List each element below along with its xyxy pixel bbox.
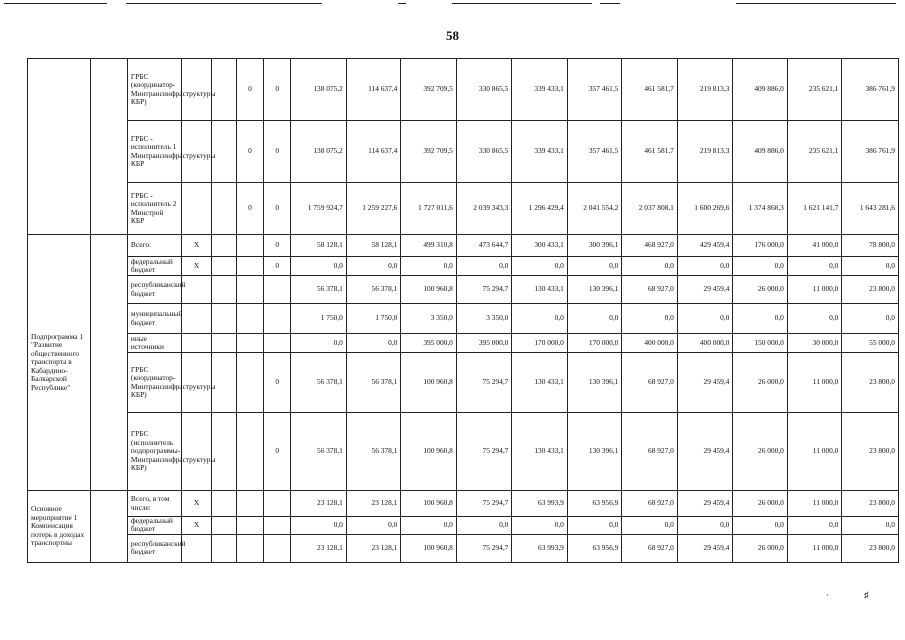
value-cell: 63 993,9 [512, 534, 568, 562]
value-cell: 2 041 554,2 [567, 183, 622, 235]
value-cell: 63 956,9 [567, 534, 622, 562]
blank-cell [211, 491, 236, 517]
responsible-cell: федеральный бюджет [127, 517, 182, 535]
value-cell: 75 294,7 [456, 353, 512, 413]
value-cell: 23 128,1 [291, 491, 347, 517]
table-row [28, 413, 899, 491]
marker-cell [182, 334, 211, 353]
code-cell: 0 [236, 121, 263, 183]
value-cell: 75 294,7 [456, 534, 512, 562]
value-cell: 0,0 [622, 257, 678, 276]
marker-cell [182, 304, 211, 334]
header-rule [398, 3, 406, 4]
marker-cell [182, 413, 211, 491]
value-cell: 130 396,1 [567, 276, 622, 304]
value-cell: 130 396,1 [567, 413, 622, 491]
value-cell: 23 128,1 [346, 534, 401, 562]
value-cell: 357 461,5 [567, 59, 622, 121]
value-cell: 235 621,1 [787, 59, 842, 121]
value-cell: 0,0 [291, 334, 347, 353]
code-cell: 0 [264, 413, 291, 491]
code-cell [264, 304, 291, 334]
table-row [28, 517, 899, 535]
value-cell: 150 000,0 [733, 334, 788, 353]
value-cell: 23 800,0 [842, 491, 899, 517]
value-cell: 68 927,0 [622, 534, 678, 562]
value-cell: 0,0 [733, 304, 788, 334]
value-cell: 23 128,1 [346, 491, 401, 517]
blank-cell [211, 257, 236, 276]
value-cell: 68 927,0 [622, 353, 678, 413]
code-cell: 0 [264, 183, 291, 235]
marker-cell: X [182, 257, 211, 276]
responsible-cell: ГРБС (координатор-Минтрансинфраструктуры КБР) [127, 59, 182, 121]
value-cell: 11 000,0 [787, 491, 842, 517]
header-rule [4, 3, 107, 4]
blank-cell [211, 276, 236, 304]
value-cell: 75 294,7 [456, 491, 512, 517]
code-cell: 0 [236, 59, 263, 121]
value-cell: 395 000,0 [401, 334, 457, 353]
responsible-cell: Всего: [127, 235, 182, 257]
responsible-cell: республиканский бюджет [127, 534, 182, 562]
value-cell: 56 378,1 [346, 413, 401, 491]
value-cell: 130 433,1 [512, 353, 568, 413]
value-cell: 1 296 429,4 [512, 183, 568, 235]
value-cell: 170 000,0 [512, 334, 568, 353]
value-cell: 23 128,1 [291, 534, 347, 562]
code-cell [264, 491, 291, 517]
value-cell: 26 000,0 [733, 491, 788, 517]
value-cell: 0,0 [346, 517, 401, 535]
value-cell: 392 709,5 [401, 121, 457, 183]
value-cell: 300 433,1 [512, 235, 568, 257]
table-row [28, 257, 899, 276]
value-cell: 386 761,9 [842, 121, 899, 183]
value-cell: 100 960,8 [401, 534, 457, 562]
value-cell: 409 886,0 [733, 121, 788, 183]
value-cell: 68 927,0 [622, 413, 678, 491]
code-cell [236, 534, 263, 562]
value-cell: 429 459,4 [677, 235, 733, 257]
code-cell [236, 235, 263, 257]
code-cell [236, 257, 263, 276]
value-cell: 0,0 [842, 257, 899, 276]
value-cell: 339 433,1 [512, 121, 568, 183]
value-cell: 75 294,7 [456, 276, 512, 304]
footer-mark: · [826, 590, 829, 600]
code-cell [236, 353, 263, 413]
value-cell: 1 621 141,7 [787, 183, 842, 235]
value-cell: 0,0 [842, 304, 899, 334]
value-cell: 0,0 [567, 304, 622, 334]
value-cell: 0,0 [787, 257, 842, 276]
value-cell: 1 259 227,6 [346, 183, 401, 235]
responsible-cell: ГРБС (координатор-Минтрансинфраструктуры КБР) [127, 353, 182, 413]
blank-cell [211, 517, 236, 535]
value-cell: 357 461,5 [567, 121, 622, 183]
value-cell: 63 956,9 [567, 491, 622, 517]
code-cell [236, 491, 263, 517]
value-cell: 1 643 281,6 [842, 183, 899, 235]
value-cell: 23 800,0 [842, 276, 899, 304]
header-rule [452, 3, 592, 4]
code-cell: 0 [264, 353, 291, 413]
value-cell: 11 000,0 [787, 353, 842, 413]
value-cell: 0,0 [677, 257, 733, 276]
table-row [28, 59, 899, 121]
value-cell: 0,0 [346, 334, 401, 353]
value-cell: 473 644,7 [456, 235, 512, 257]
budget-table [27, 58, 899, 563]
value-cell: 11 000,0 [787, 276, 842, 304]
value-cell: 100 960,8 [401, 353, 457, 413]
value-cell: 29 459,4 [677, 276, 733, 304]
value-cell: 138 075,2 [291, 121, 347, 183]
value-cell: 138 075,2 [291, 59, 347, 121]
value-cell: 499 310,8 [401, 235, 457, 257]
program-label-cell: Основное мероприятие 1 Компенсация потерь в доходах транспортны [28, 491, 91, 563]
value-cell: 78 800,0 [842, 235, 899, 257]
value-cell: 114 637,4 [346, 121, 401, 183]
responsible-cell: муниципальный бюджет [127, 304, 182, 334]
footer-mark: ♯ [864, 590, 869, 600]
value-cell: 29 459,4 [677, 534, 733, 562]
value-cell: 176 000,0 [733, 235, 788, 257]
value-cell: 409 886,0 [733, 59, 788, 121]
value-cell: 130 433,1 [512, 276, 568, 304]
code-cell [264, 517, 291, 535]
value-cell: 11 000,0 [787, 413, 842, 491]
value-cell: 0,0 [291, 517, 347, 535]
value-cell: 30 000,0 [787, 334, 842, 353]
value-cell: 0,0 [787, 304, 842, 334]
marker-cell: X [182, 235, 211, 257]
code-cell: 0 [264, 59, 291, 121]
value-cell: 0,0 [787, 517, 842, 535]
value-cell: 68 927,0 [622, 276, 678, 304]
value-cell: 0,0 [622, 517, 678, 535]
value-cell: 339 433,1 [512, 59, 568, 121]
value-cell: 29 459,4 [677, 491, 733, 517]
value-cell: 1 600 269,6 [677, 183, 733, 235]
responsible-cell: иные источники [127, 334, 182, 353]
code-cell [236, 517, 263, 535]
responsible-cell: ГРБС (исполнитель подпрограммы-Минтрансинфраструктуры КБР) [127, 413, 182, 491]
value-cell: 3 350,0 [456, 304, 512, 334]
code-cell [236, 334, 263, 353]
value-cell: 26 000,0 [733, 413, 788, 491]
value-cell: 56 378,1 [346, 276, 401, 304]
value-cell: 0,0 [401, 257, 457, 276]
code-cell: 0 [264, 235, 291, 257]
value-cell: 26 000,0 [733, 534, 788, 562]
value-cell: 23 800,0 [842, 413, 899, 491]
blank-cell [211, 235, 236, 257]
value-cell: 219 813,3 [677, 59, 733, 121]
value-cell: 0,0 [677, 517, 733, 535]
value-cell: 100 960,8 [401, 491, 457, 517]
code-cell [236, 304, 263, 334]
blank-cell [211, 534, 236, 562]
code-cell [264, 534, 291, 562]
value-cell: 2 039 343,3 [456, 183, 512, 235]
blank-cell [211, 183, 236, 235]
value-cell: 300 396,1 [567, 235, 622, 257]
value-cell: 56 378,1 [291, 353, 347, 413]
value-cell: 468 927,0 [622, 235, 678, 257]
value-cell: 395 000,0 [456, 334, 512, 353]
value-cell: 56 378,1 [346, 353, 401, 413]
responsible-cell: ГРБС - исполнитель 1 Минтрансинфраструктуры КБР [127, 121, 182, 183]
table-row [28, 491, 899, 517]
header-rule [126, 3, 322, 4]
value-cell: 0,0 [291, 257, 347, 276]
responsible-cell: ГРБС - исполнитель 2 Минстрой КБР [127, 183, 182, 235]
value-cell: 330 865,5 [456, 121, 512, 183]
marker-cell [182, 276, 211, 304]
value-cell: 0,0 [512, 257, 568, 276]
value-cell: 2 037 808,1 [622, 183, 678, 235]
value-cell: 29 459,4 [677, 353, 733, 413]
value-cell: 29 459,4 [677, 413, 733, 491]
table-row [28, 353, 899, 413]
value-cell: 1 750,0 [346, 304, 401, 334]
value-cell: 0,0 [512, 517, 568, 535]
value-cell: 0,0 [677, 304, 733, 334]
responsible-cell: республиканский бюджет [127, 276, 182, 304]
value-cell: 11 000,0 [787, 534, 842, 562]
value-cell: 41 000,0 [787, 235, 842, 257]
blank-cell [211, 304, 236, 334]
value-cell: 58 128,1 [291, 235, 347, 257]
value-cell: 3 350,0 [401, 304, 457, 334]
code-cell [236, 413, 263, 491]
table-row [28, 235, 899, 257]
value-cell: 75 294,7 [456, 413, 512, 491]
value-cell: 0,0 [842, 517, 899, 535]
blank-cell [211, 413, 236, 491]
table-row [28, 334, 899, 353]
value-cell: 400 000,0 [622, 334, 678, 353]
responsible-cell: федеральный бюджет [127, 257, 182, 276]
value-cell: 26 000,0 [733, 353, 788, 413]
value-cell: 0,0 [733, 517, 788, 535]
code-cell [264, 334, 291, 353]
value-cell: 0,0 [456, 517, 512, 535]
value-cell: 170 000,0 [567, 334, 622, 353]
value-cell: 0,0 [622, 304, 678, 334]
blank-cell [90, 491, 127, 563]
code-cell: 0 [264, 257, 291, 276]
table-row [28, 276, 899, 304]
page-number: 58 [446, 28, 459, 43]
blank-cell [90, 59, 127, 235]
value-cell: 63 993,9 [512, 491, 568, 517]
value-cell: 58 128,1 [346, 235, 401, 257]
program-label-cell [28, 59, 91, 235]
value-cell: 130 433,1 [512, 413, 568, 491]
value-cell: 26 000,0 [733, 276, 788, 304]
value-cell: 100 960,8 [401, 413, 457, 491]
blank-cell [90, 235, 127, 491]
value-cell: 1 727 011,6 [401, 183, 457, 235]
code-cell: 0 [264, 121, 291, 183]
responsible-cell: Всего, в том числе: [127, 491, 182, 517]
value-cell: 0,0 [401, 517, 457, 535]
code-cell: 0 [236, 183, 263, 235]
value-cell: 23 800,0 [842, 353, 899, 413]
value-cell: 56 378,1 [291, 276, 347, 304]
table-row [28, 304, 899, 334]
value-cell: 0,0 [567, 257, 622, 276]
value-cell: 235 621,1 [787, 121, 842, 183]
value-cell: 219 813,3 [677, 121, 733, 183]
value-cell: 400 000,0 [677, 334, 733, 353]
value-cell: 114 637,4 [346, 59, 401, 121]
value-cell: 0,0 [456, 257, 512, 276]
value-cell: 386 761,9 [842, 59, 899, 121]
program-label-cell: Подпрограмма 1 "Развитие общественного транспорта в Кабардино-Балкарской Республике" [28, 235, 91, 491]
value-cell: 56 378,1 [291, 413, 347, 491]
value-cell: 1 750,0 [291, 304, 347, 334]
value-cell: 130 396,1 [567, 353, 622, 413]
marker-cell [182, 534, 211, 562]
marker-cell [182, 183, 211, 235]
value-cell: 100 960,8 [401, 276, 457, 304]
value-cell: 0,0 [567, 517, 622, 535]
value-cell: 68 927,0 [622, 491, 678, 517]
value-cell: 330 865,5 [456, 59, 512, 121]
table-row [28, 121, 899, 183]
blank-cell [211, 334, 236, 353]
code-cell [264, 276, 291, 304]
value-cell: 461 581,7 [622, 121, 678, 183]
marker-cell: X [182, 517, 211, 535]
marker-cell: X [182, 491, 211, 517]
value-cell: 23 800,0 [842, 534, 899, 562]
value-cell: 0,0 [346, 257, 401, 276]
value-cell: 1 759 924,7 [291, 183, 347, 235]
table-row [28, 534, 899, 562]
table-body [28, 59, 899, 563]
header-rule [736, 3, 896, 4]
value-cell: 1 374 868,3 [733, 183, 788, 235]
value-cell: 55 000,0 [842, 334, 899, 353]
value-cell: 0,0 [733, 257, 788, 276]
code-cell [236, 276, 263, 304]
header-rule [600, 3, 620, 4]
value-cell: 392 709,5 [401, 59, 457, 121]
value-cell: 0,0 [512, 304, 568, 334]
value-cell: 461 581,7 [622, 59, 678, 121]
table-row [28, 183, 899, 235]
